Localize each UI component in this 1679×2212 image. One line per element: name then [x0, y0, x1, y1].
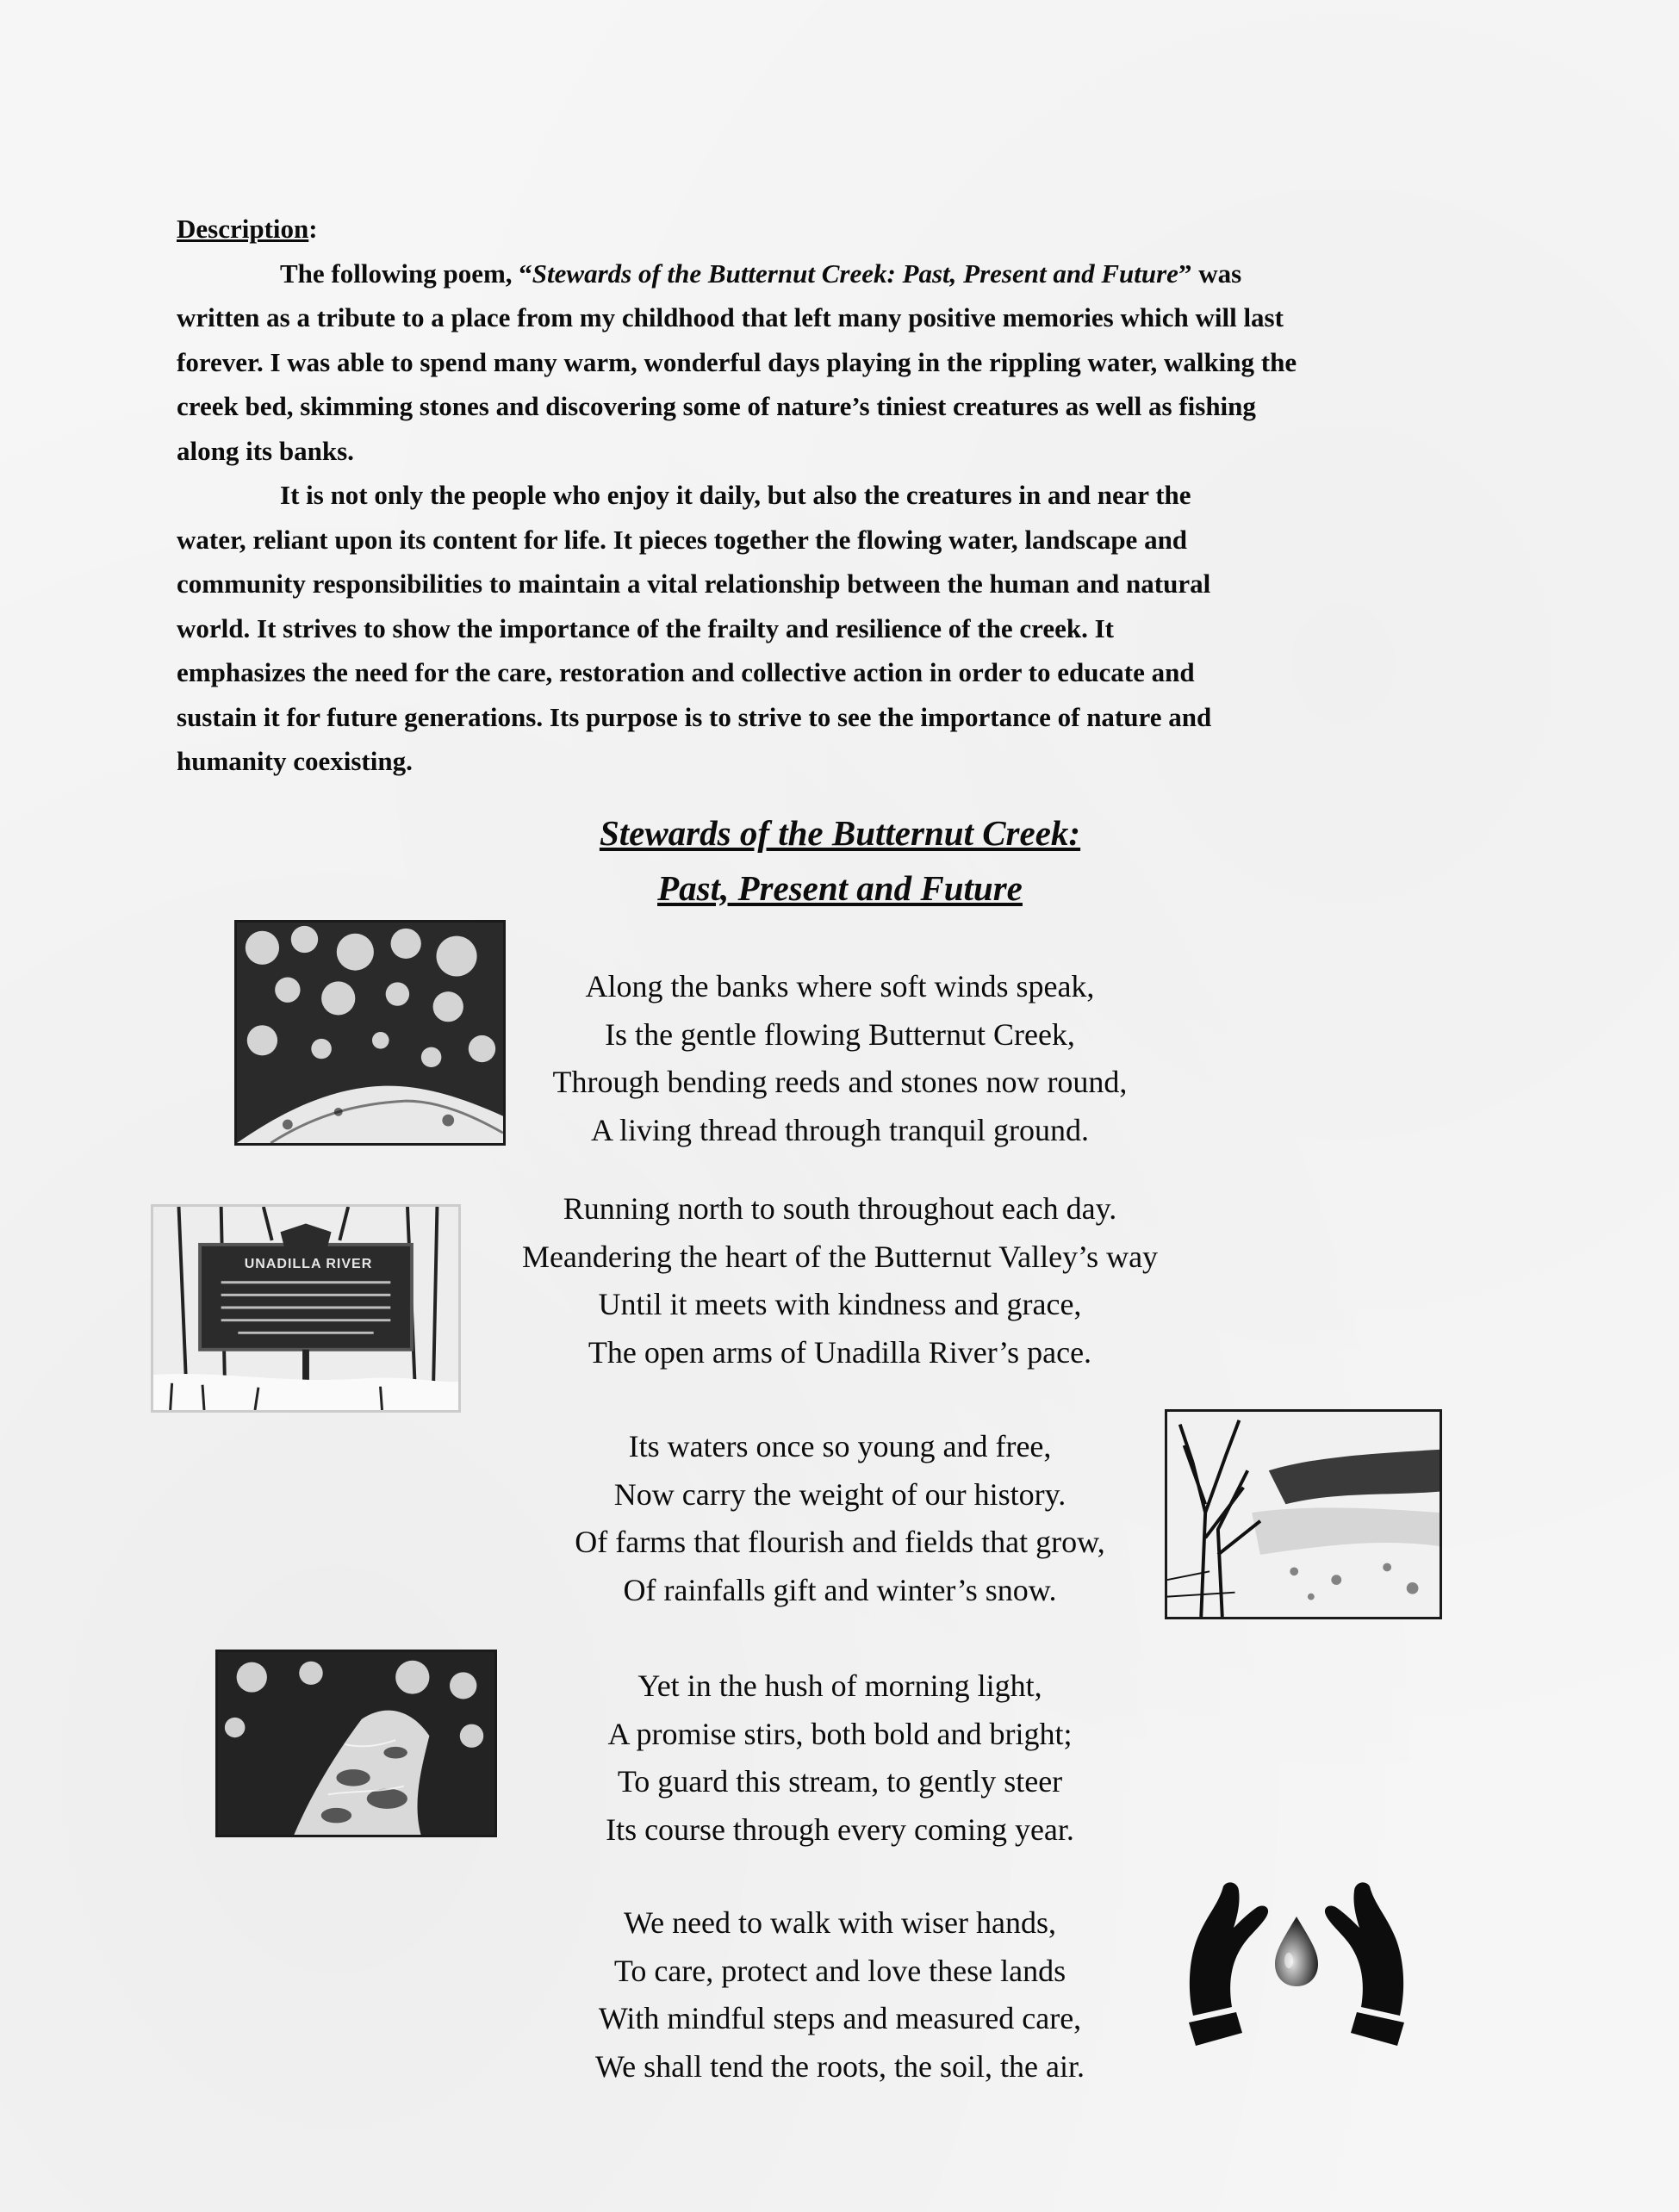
- stanza-line: Its course through every coming year.: [606, 1811, 1074, 1847]
- description-para2-line6: humanity coexisting.: [177, 746, 413, 776]
- stanza-line: Along the banks where soft winds speak,: [585, 969, 1095, 1003]
- stanza-4: [418, 1662, 1262, 1854]
- stanza-line: We need to walk with wiser hands,: [624, 1905, 1056, 1940]
- stanza-line: With mindful steps and measured care,: [598, 2001, 1082, 2035]
- poem-title-line1: Stewards of the Butternut Creek:: [599, 813, 1081, 853]
- stanza-line: Now carry the weight of our history.: [613, 1476, 1066, 1512]
- description-para1-line3: creek bed, skimming stones and discovering some of nature’s tiniest creatures as well as fishing: [177, 391, 1256, 421]
- description-para1-line2: forever. I was able to spend many warm, wonderful days playing in the rippling water, walking the: [177, 346, 1297, 377]
- description-para1-line0: The following poem, “Stewards of the Butternut Creek: Past, Present and Future” was: [280, 258, 1242, 289]
- stanza-1: [418, 963, 1262, 1154]
- stanza-line: Is the gentle flowing Butternut Creek,: [605, 1016, 1075, 1052]
- description-para2-line4: emphasizes the need for the care, restoration and collective action in order to educate and: [177, 657, 1195, 687]
- stanza-line: A living thread through tranquil ground.: [591, 1112, 1089, 1147]
- stanza-line: Through bending reeds and stones now round,: [552, 1065, 1128, 1099]
- description-section: [177, 207, 1486, 784]
- stanza-3: [418, 1423, 1262, 1614]
- poem-title-inline: Stewards of the Butternut Creek: Past, Present and Future: [532, 258, 1178, 289]
- stanza-line: To guard this stream, to gently steer: [617, 1764, 1063, 1799]
- stanza-line: We shall tend the roots, the soil, the air.: [595, 2048, 1085, 2084]
- poem-title-line2: Past, Present and Future: [657, 868, 1023, 908]
- stanza-line: Its waters once so young and free,: [628, 1429, 1052, 1463]
- stanza-2: [418, 1185, 1262, 1376]
- stanza-line: Of farms that flourish and fields that grow,: [575, 1525, 1105, 1559]
- sign-text: UNADILLA RIVER: [244, 1257, 373, 1271]
- stanza-line: Running north to south throughout each day.: [563, 1191, 1117, 1226]
- description-para1-line1: written as a tribute to a place from my childhood that left many positive memories which will last: [177, 302, 1284, 332]
- description-para2-line0: It is not only the people who enjoy it daily, but also the creatures in and near the: [280, 480, 1191, 510]
- winter-river-photo: [1165, 1409, 1442, 1619]
- stanza-line: Meandering the heart of the Butternut Valley’s way: [521, 1239, 1159, 1274]
- stanza-line: The open arms of Unadilla River’s pace.: [588, 1334, 1092, 1370]
- stanza-line: Of rainfalls gift and winter’s snow.: [623, 1572, 1057, 1607]
- stanza-line: Until it meets with kindness and grace,: [598, 1287, 1082, 1321]
- stanza-line: To care, protect and love these lands: [613, 1953, 1066, 1988]
- creek-stones-photo: [215, 1650, 497, 1837]
- hands-water-drop-icon: [1172, 1878, 1421, 2059]
- description-para2-line1: water, reliant upon its content for life. It pieces together the flowing water, landscape and: [177, 524, 1188, 555]
- description-para2-line5: sustain it for future generations. Its purpose is to strive to see the importance of nature and: [177, 701, 1212, 732]
- stanza-line: A promise stirs, both bold and bright;: [607, 1716, 1073, 1751]
- poem-title: [482, 805, 1197, 916]
- description-para2-line2: community responsibilities to maintain a vital relationship between the human and natural: [177, 569, 1211, 599]
- unadilla-river-sign-photo: [151, 1204, 461, 1413]
- description-heading: Description:: [177, 214, 318, 244]
- description-para1-line4: along its banks.: [177, 435, 354, 466]
- stanza-5: [418, 1899, 1262, 2091]
- stanza-line: Yet in the hush of morning light,: [637, 1668, 1042, 1703]
- creek-path-photo: [234, 920, 506, 1146]
- description-para2-line3: world. It strives to show the importance of the frailty and resilience of the creek. It: [177, 612, 1114, 643]
